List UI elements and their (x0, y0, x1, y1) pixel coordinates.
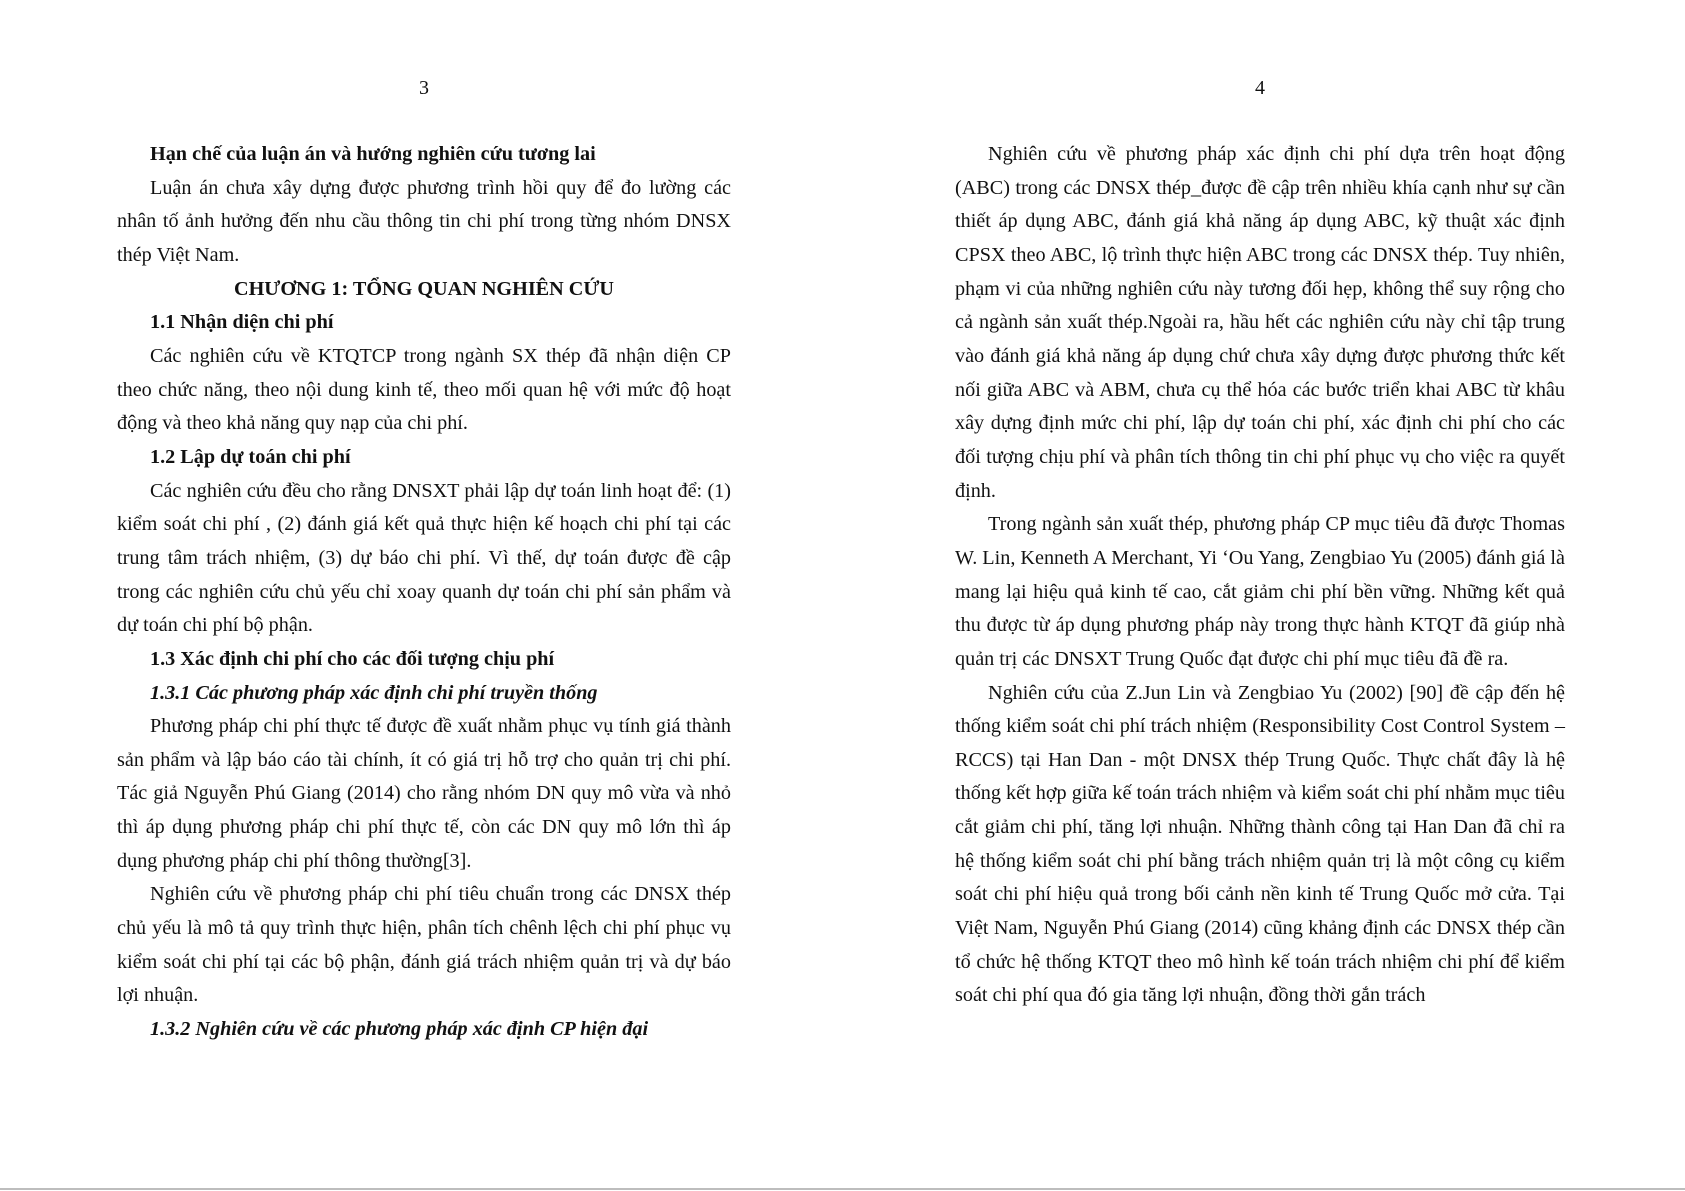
chapter-title: CHƯƠNG 1: TỔNG QUAN NGHIÊN CỨU (233, 277, 614, 300)
paragraph: Phương pháp chi phí thực tế được đề xuất nhằm phục vụ tính giá thành sản phẩm và lập báo cáo tài chính, ít có giá trị hỗ trợ cho quản trị chi phí. Tác giả Nguyễn Phú Giang (2014) cho rằng nhóm DN quy mô vừa và nhỏ thì áp dụng phương pháp chi phí thực tế, còn các DN quy mô lớn thì áp dụng phương pháp chi phí thông thường[3]. (117, 715, 731, 872)
page-number: 4 (1255, 77, 1265, 99)
section-heading: 1.3 Xác định chi phí cho các đối tượng chịu phí (150, 647, 555, 670)
paragraph: Trong ngành sản xuất thép, phương pháp CP mục tiêu đã được Thomas W. Lin, Kenneth A Merchant, Yi ‘Ou Yang, Zengbiao Yu (2005) đánh giá là mang lại hiệu quả kinh tế cao, cắt giảm chi phí bền vững. Những kết quả thu được từ áp dụng phương pháp này trong thực hành KTQT đã giúp nhà quản trị các DNSXT Trung Quốc đạt được chi phí mục tiêu đã đề ra. (955, 513, 1566, 670)
paragraph: Nghiên cứu về phương pháp xác định chi phí dựa trên hoạt động (ABC) trong các DNSX thép_được đề cập trên nhiều khía cạnh như sự cần thiết áp dụng ABC, đánh giá khả năng áp dụng ABC, kỹ thuật xác định CPSX theo ABC, lộ trình thực hiện ABC trong các DNSX thép. Tuy nhiên, phạm vi của những nghiên cứu này tương đối hẹp, không thể suy rộng cho cả ngành sản xuất thép.Ngoài ra, hầu hết các nghiên cứu này chỉ tập trung vào đánh giá khả năng áp dụng chứ chưa xây dựng được phương thức kết nối giữa ABC và ABM, chưa cụ thể hóa các bước triển khai ABC từ khâu xây dựng định mức chi phí, lập dự toán chi phí, xác định chi phí cho các đối tượng chịu phí và phân tích thông tin chi phí phục vụ cho việc ra quyết định. (955, 143, 1565, 502)
paragraph: Luận án chưa xây dựng được phương trình hồi quy để đo lường các nhân tố ảnh hưởng đến nhu cầu thông tin chi phí trong từng nhóm DNSX thép Việt Nam. (117, 176, 731, 266)
paragraph: Nghiên cứu về phương pháp chi phí tiêu chuẩn trong các DNSX thép chủ yếu là mô tả quy trình thực hiện, phân tích chênh lệch chi phí phục vụ kiểm soát chi phí tại các bộ phận, đánh giá trách nhiệm quản trị và dự báo lợi nhuận. (117, 883, 731, 1007)
page-content (117, 138, 731, 1047)
page-number: 3 (419, 77, 429, 99)
right-page (955, 0, 1565, 1191)
section-heading: 1.2 Lập dự toán chi phí (150, 445, 351, 468)
section-heading: 1.1 Nhận diện chi phí (150, 311, 334, 334)
page-bottom-divider (0, 1188, 1685, 1190)
left-page (117, 0, 731, 1191)
paragraph: Nghiên cứu của Z.Jun Lin và Zengbiao Yu (2002) [90] đề cập đến hệ thống kiểm soát chi phí trách nhiệm (Responsibility Cost Control System – RCCS) tại Han Dan - một DNSX thép Trung Quốc. Thực chất đây là hệ thống kết hợp giữa kế toán trách nhiệm và kiểm soát chi phí nhằm mục tiêu cắt giảm chi phí, tăng lợi nhuận. Những thành công tại Han Dan đã chỉ ra hệ thống kiểm soát chi phí bằng trách nhiệm quản trị là một công cụ kiểm soát chi phí hiệu quả trong bối cảnh nền kinh tế Trung Quốc mở cửa. Tại Việt Nam, Nguyễn Phú Giang (2014) cũng khảng định các DNSX thép cần tổ chức hệ thống KTQT theo mô hình kế toán trách nhiệm chi phí để kiểm soát chi phí qua đó gia tăng lợi nhuận, đồng thời gắn trách (955, 681, 1565, 1007)
page-content (955, 138, 1565, 1013)
subsection-heading: 1.3.1 Các phương pháp xác định chi phí truyền thống (150, 681, 598, 704)
subsection-heading: 1.3.2 Nghiên cứu về các phương pháp xác định CP hiện đại (150, 1018, 649, 1041)
paragraph: Các nghiên cứu về KTQTCP trong ngành SX thép đã nhận diện CP theo chức năng, theo nội dung kinh tế, theo mối quan hệ với mức độ hoạt động và theo khả năng quy nạp của chi phí. (117, 344, 731, 435)
section-heading: Hạn chế của luận án và hướng nghiên cứu tương lai (150, 143, 596, 165)
paragraph: Các nghiên cứu đều cho rằng DNSXT phải lập dự toán linh hoạt để: (1) kiểm soát chi phí , (2) đánh giá kết quả thực hiện kế hoạch chi phí tại các trung tâm trách nhiệm, (3) dự báo chi phí. Vì thế, dự toán được đề cập trong các nghiên cứu chủ yếu chỉ xoay quanh dự toán chi phí sản phẩm và dự toán chi phí bộ phận. (117, 479, 731, 637)
